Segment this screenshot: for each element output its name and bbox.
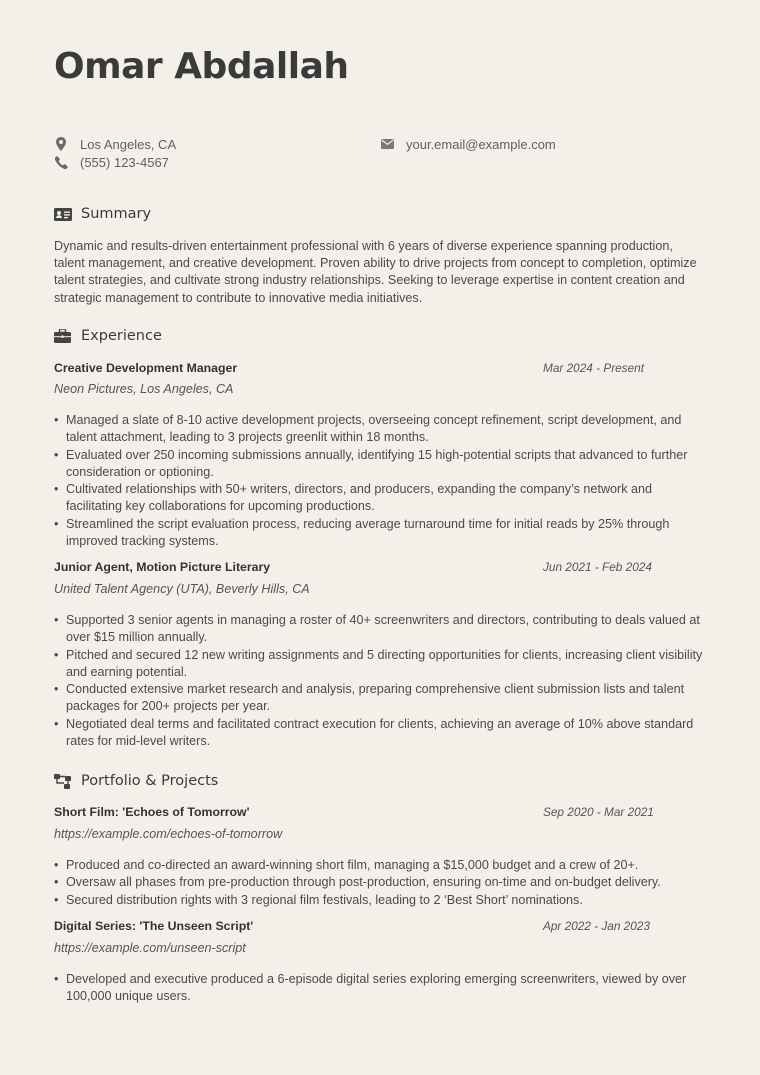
list-item: • Managed a slate of 8-10 active development projects, overseeing concept refinement, script development, and talent attachment, leading to 3 projects greenlit within 18 months. bbox=[54, 412, 706, 447]
email-row bbox=[380, 135, 556, 153]
list-item: • Evaluated over 250 incoming submissions annually, identifying 15 high-potential scripts that advanced to further consideration or optioning. bbox=[54, 447, 706, 482]
id-card-icon bbox=[54, 206, 72, 222]
project-dates: Apr 2022 - Jan 2023 bbox=[543, 919, 650, 933]
project-link[interactable]: https://example.com/unseen-script bbox=[54, 941, 246, 955]
briefcase-icon bbox=[54, 328, 72, 344]
email-link[interactable]: your.email@example.com bbox=[406, 136, 556, 152]
list-item: • Streamlined the script evaluation process, reducing average turnaround time for initial reads by 25% through improved tracking systems. bbox=[54, 516, 706, 551]
location-row bbox=[54, 135, 176, 153]
project-dates: Sep 2020 - Mar 2021 bbox=[543, 805, 654, 819]
job-company: Neon Pictures, Los Angeles, CA bbox=[54, 382, 234, 396]
experience-title: Experience bbox=[81, 328, 162, 344]
job-company: United Talent Agency (UTA), Beverly Hills, CA bbox=[54, 582, 310, 596]
list-item: • Conducted extensive market research and analysis, preparing comprehensive client submission lists and talent packages for 200+ projects per year. bbox=[54, 681, 706, 716]
project-title: Digital Series: 'The Unseen Script' bbox=[54, 919, 254, 933]
job-bullets bbox=[54, 412, 706, 550]
list-item: • Oversaw all phases from pre-production through post-production, ensuring on-time and on-budget delivery. bbox=[54, 874, 706, 891]
list-item: • Supported 3 senior agents in managing a roster of 40+ screenwriters and directors, contributing to deals valued at over $15 million annually. bbox=[54, 612, 706, 647]
list-item: • Cultivated relationships with 50+ writers, directors, and producers, expanding the company’s network and facilitating key collaborations for upcoming productions. bbox=[54, 481, 706, 516]
list-item: • Produced and co-directed an award-winning short film, managing a $15,000 budget and a crew of 20+. bbox=[54, 857, 706, 874]
phone-text: (555) 123-4567 bbox=[80, 154, 169, 170]
job-dates: Jun 2021 - Feb 2024 bbox=[543, 560, 652, 574]
sitemap-icon bbox=[54, 773, 72, 789]
project-bullets bbox=[54, 857, 706, 909]
portfolio-heading bbox=[54, 771, 218, 791]
list-item: • Pitched and secured 12 new writing assignments and 5 directing opportunities for clients, increasing client visibility and earning potential. bbox=[54, 647, 706, 682]
location-text: Los Angeles, CA bbox=[80, 136, 177, 152]
portfolio-title: Portfolio & Projects bbox=[81, 773, 219, 789]
job-title: Junior Agent, Motion Picture Literary bbox=[54, 560, 271, 574]
project-title: Short Film: 'Echoes of Tomorrow' bbox=[54, 805, 250, 819]
candidate-name: Omar Abdallah bbox=[54, 46, 349, 87]
envelope-icon bbox=[380, 137, 394, 151]
project-bullets bbox=[54, 971, 706, 1006]
experience-heading bbox=[54, 326, 162, 346]
job-bullets bbox=[54, 612, 706, 750]
summary-title: Summary bbox=[81, 206, 152, 222]
project-link[interactable]: https://example.com/echoes-of-tomorrow bbox=[54, 827, 283, 841]
job-dates: Mar 2024 - Present bbox=[543, 361, 644, 375]
map-pin-icon bbox=[54, 137, 68, 151]
summary-text: Dynamic and results-driven entertainment professional with 6 years of diverse experience spanning production, talent management, and creative development. Proven ability to drive projects from concept to completion, optimize talent strategies, and cultivate strong industry relationships. Seeking to leverage expertise in content creation and strategic management to contribute to innovative media initiatives. bbox=[54, 239, 697, 305]
phone-row bbox=[54, 153, 169, 171]
phone-icon bbox=[54, 155, 68, 169]
list-item: • Developed and executive produced a 6-episode digital series exploring emerging screenwriters, viewed by over 100,000 unique users. bbox=[54, 971, 706, 1006]
list-item: • Negotiated deal terms and facilitated contract execution for clients, achieving an average of 10% above standard rates for mid-level writers. bbox=[54, 716, 706, 751]
job-title: Creative Development Manager bbox=[54, 361, 238, 375]
summary-heading bbox=[54, 204, 151, 224]
resume-page bbox=[54, 0, 706, 1075]
list-item: • Secured distribution rights with 3 regional film festivals, leading to 2 ‘Best Short’ nominations. bbox=[54, 892, 706, 909]
